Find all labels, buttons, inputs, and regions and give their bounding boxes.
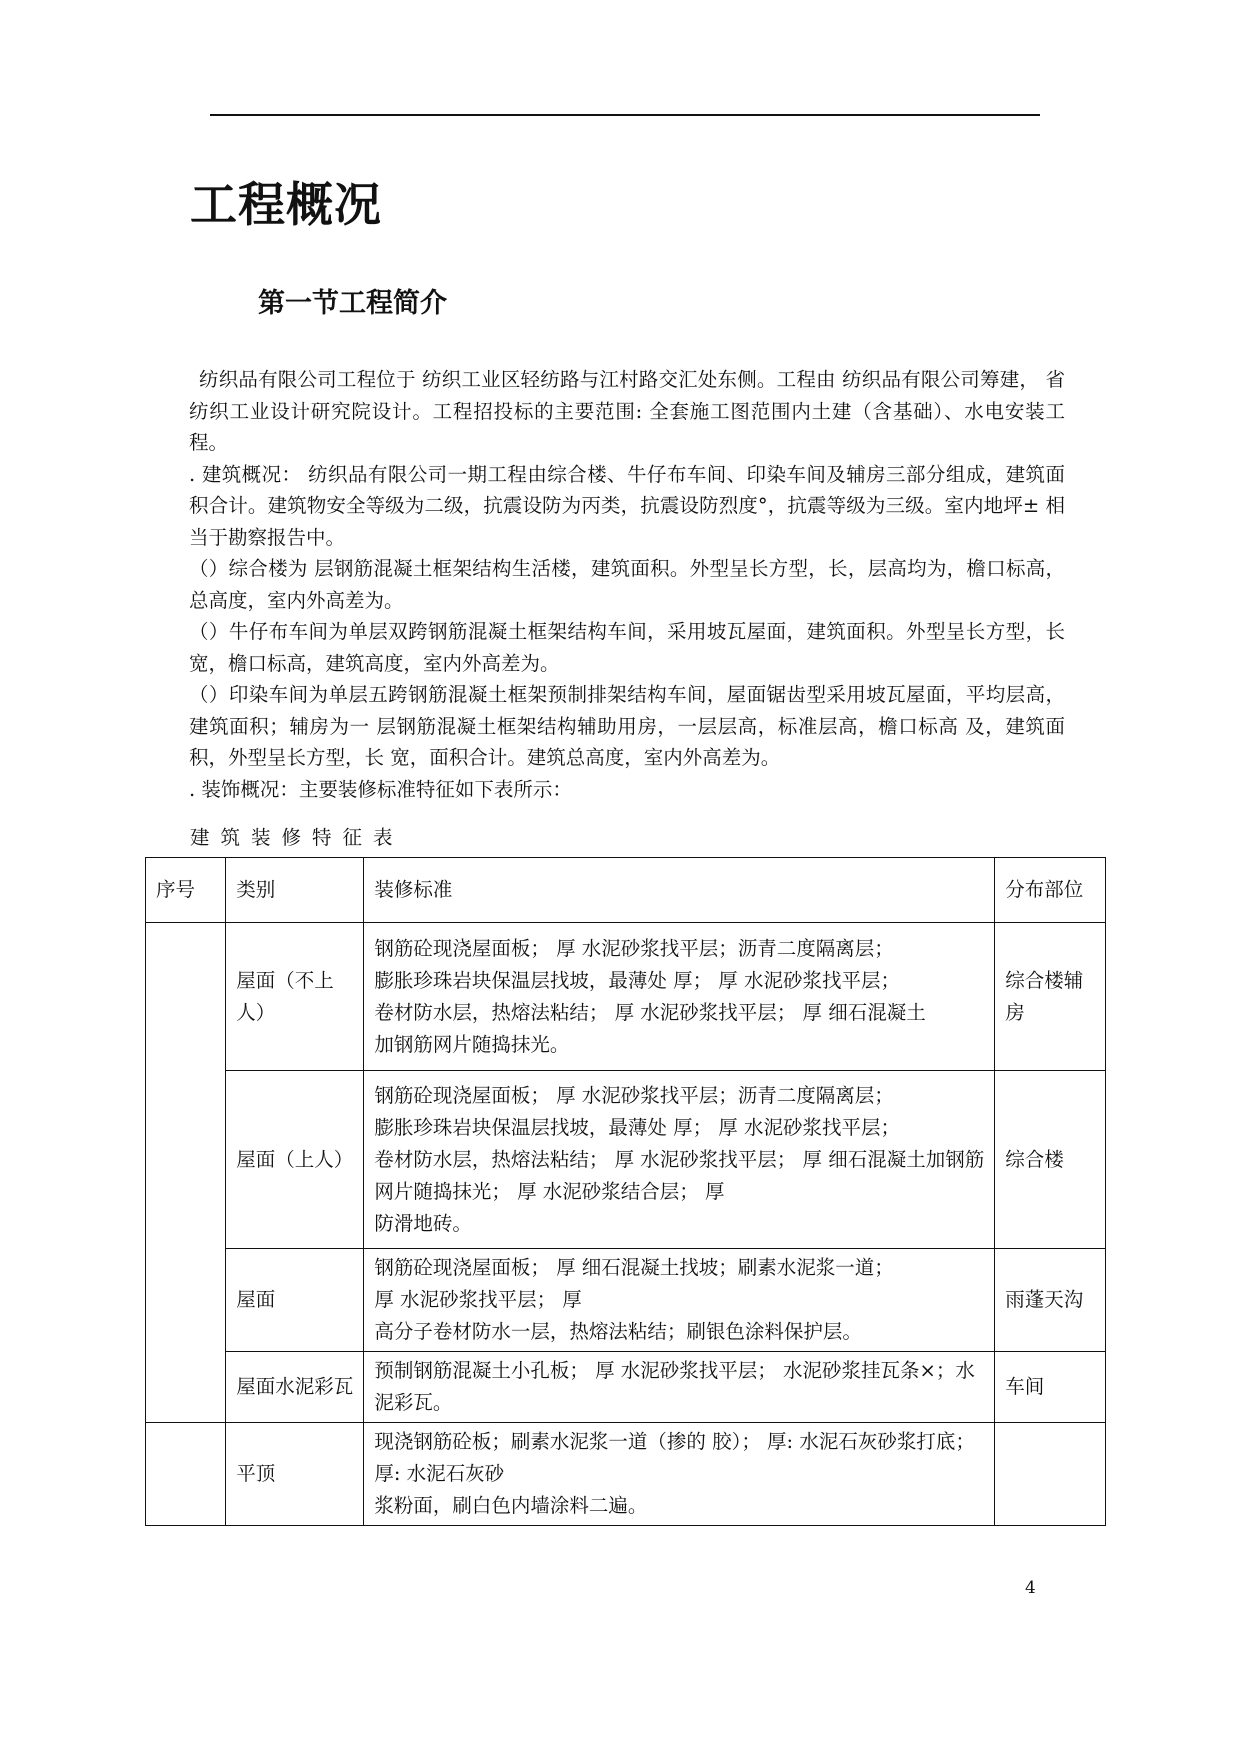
standard-line: 防滑地砖。 xyxy=(374,1211,472,1235)
standard-line: 浆粉面，刷白色内墙涂料二遍。 xyxy=(374,1494,648,1517)
category-cell: 屋面 xyxy=(226,1249,364,1352)
header-cell-location: 分布部位 xyxy=(995,858,1106,923)
header-rule xyxy=(210,114,1040,116)
standard-line: 卷材防水层，热熔法粘结； 厚 水泥砂浆找平层； 厚 细石混凝土 xyxy=(374,1000,926,1024)
header-cell-standard: 装修标准 xyxy=(364,858,995,923)
table-row xyxy=(146,1423,1106,1526)
standard-line: 钢筋砼现浇屋面板； 厚 水泥砂浆找平层；沥青二度隔离层； xyxy=(374,1083,894,1107)
standard-cell xyxy=(364,923,995,1071)
standard-cell xyxy=(364,1071,995,1249)
table-caption: 建筑装修特征表 xyxy=(190,826,404,849)
index-cell xyxy=(146,1423,226,1526)
standard-cell xyxy=(364,1249,995,1352)
category-cell: 平顶 xyxy=(226,1423,364,1526)
category-cell: 屋面（上人） xyxy=(226,1071,364,1249)
standard-cell xyxy=(364,1352,995,1423)
decoration-spec-table xyxy=(145,857,1106,1526)
page-number: 4 xyxy=(1025,1578,1036,1598)
paragraph: （）综合楼为 层钢筋混凝土框架结构生活楼，建筑面积。外型呈长方型，长，层高均为，檐口标高，总高度，室内外高差为。 xyxy=(189,557,1065,612)
paragraph: （）印染车间为单层五跨钢筋混凝土框架预制排架结构车间，屋面锯齿型采用坡瓦屋面，平均层高，建筑面积；辅房为一 层钢筋混凝土框架结构辅助用房，一层层高，标准层高，檐口标高 及，建筑面积，外型呈长方型，长 宽，面积合计。建筑总高度，室内外高差为。 xyxy=(189,683,1065,769)
category-cell: 屋面（不上人） xyxy=(226,923,364,1071)
table-row xyxy=(146,923,1106,1071)
standard-line: 钢筋砼现浇屋面板； 厚 细石混凝土找坡；刷素水泥浆一道； xyxy=(374,1256,894,1279)
paragraph: （）牛仔布车间为单层双跨钢筋混凝土框架结构车间，采用坡瓦屋面，建筑面积。外型呈长方型，长 宽，檐口标高，建筑高度，室内外高差为。 xyxy=(189,620,1065,675)
standard-line: 膨胀珍珠岩块保温层找坡，最薄处 厚； 厚 水泥砂浆找平层； xyxy=(374,968,901,992)
section-title: 第一节工程简介 xyxy=(258,288,447,319)
standard-line: 膨胀珍珠岩块保温层找坡，最薄处 厚； 厚 水泥砂浆找平层； xyxy=(374,1115,901,1139)
table-header-row xyxy=(146,858,1106,923)
standard-line: 厚 水泥砂浆找平层； 厚 xyxy=(374,1288,582,1311)
location-cell: 车间 xyxy=(995,1352,1106,1423)
header-cell-category: 类别 xyxy=(226,858,364,923)
standard-line: 高分子卷材防水一层，热熔法粘结；刷银色涂料保护层。 xyxy=(374,1320,862,1343)
paragraph: . 装饰概况：主要装修标准特征如下表所示： xyxy=(189,777,572,801)
category-cell: 屋面水泥彩瓦 xyxy=(226,1352,364,1423)
table-row xyxy=(146,1249,1106,1352)
table-row xyxy=(146,1071,1106,1249)
paragraph: 纺织品有限公司工程位于 纺织工业区轻纺路与江村路交汇处东侧。工程由 纺织品有限公司筹建， 省纺织工业设计研究院设计。工程招投标的主要范围: 全套施工图范围内土建（含基础）、水电安装工程。 xyxy=(189,368,1065,454)
index-cell xyxy=(146,923,226,1423)
body-text xyxy=(189,364,1065,805)
standard-line: 卷材防水层，热熔法粘结； 厚 水泥砂浆找平层； 厚 细石混凝土加钢筋网片随捣抹光； 厚 水泥砂浆结合层； 厚 xyxy=(374,1147,985,1203)
location-cell xyxy=(995,1423,1106,1526)
header-cell-index: 序号 xyxy=(146,858,226,923)
standard-cell xyxy=(364,1423,995,1526)
location-cell: 综合楼 xyxy=(995,1071,1106,1249)
standard-line: 钢筋砼现浇屋面板； 厚 水泥砂浆找平层；沥青二度隔离层； xyxy=(374,936,894,960)
standard-line: 加钢筋网片随捣抹光。 xyxy=(374,1032,570,1056)
page-title: 工程概况 xyxy=(190,178,382,233)
location-cell: 雨蓬天沟 xyxy=(995,1249,1106,1352)
table-row xyxy=(146,1352,1106,1423)
standard-line: 预制钢筋混凝土小孔板； 厚 水泥砂浆找平层； 水泥砂浆挂瓦条×；水泥彩瓦。 xyxy=(374,1359,975,1414)
paragraph: . 建筑概况： 纺织品有限公司一期工程由综合楼、牛仔布车间、印染车间及辅房三部分组成，建筑面积合计。建筑物安全等级为二级，抗震设防为丙类，抗震设防烈度°，抗震等级为三级。室内地坪± 相当于勘察报告中。 xyxy=(189,462,1065,549)
location-cell: 综合楼辅房 xyxy=(995,923,1106,1071)
standard-line: 现浇钢筋砼板；刷素水泥浆一道（掺的 胶）； 厚: 水泥石灰砂浆打底； 厚: 水泥石灰砂 xyxy=(374,1430,975,1485)
